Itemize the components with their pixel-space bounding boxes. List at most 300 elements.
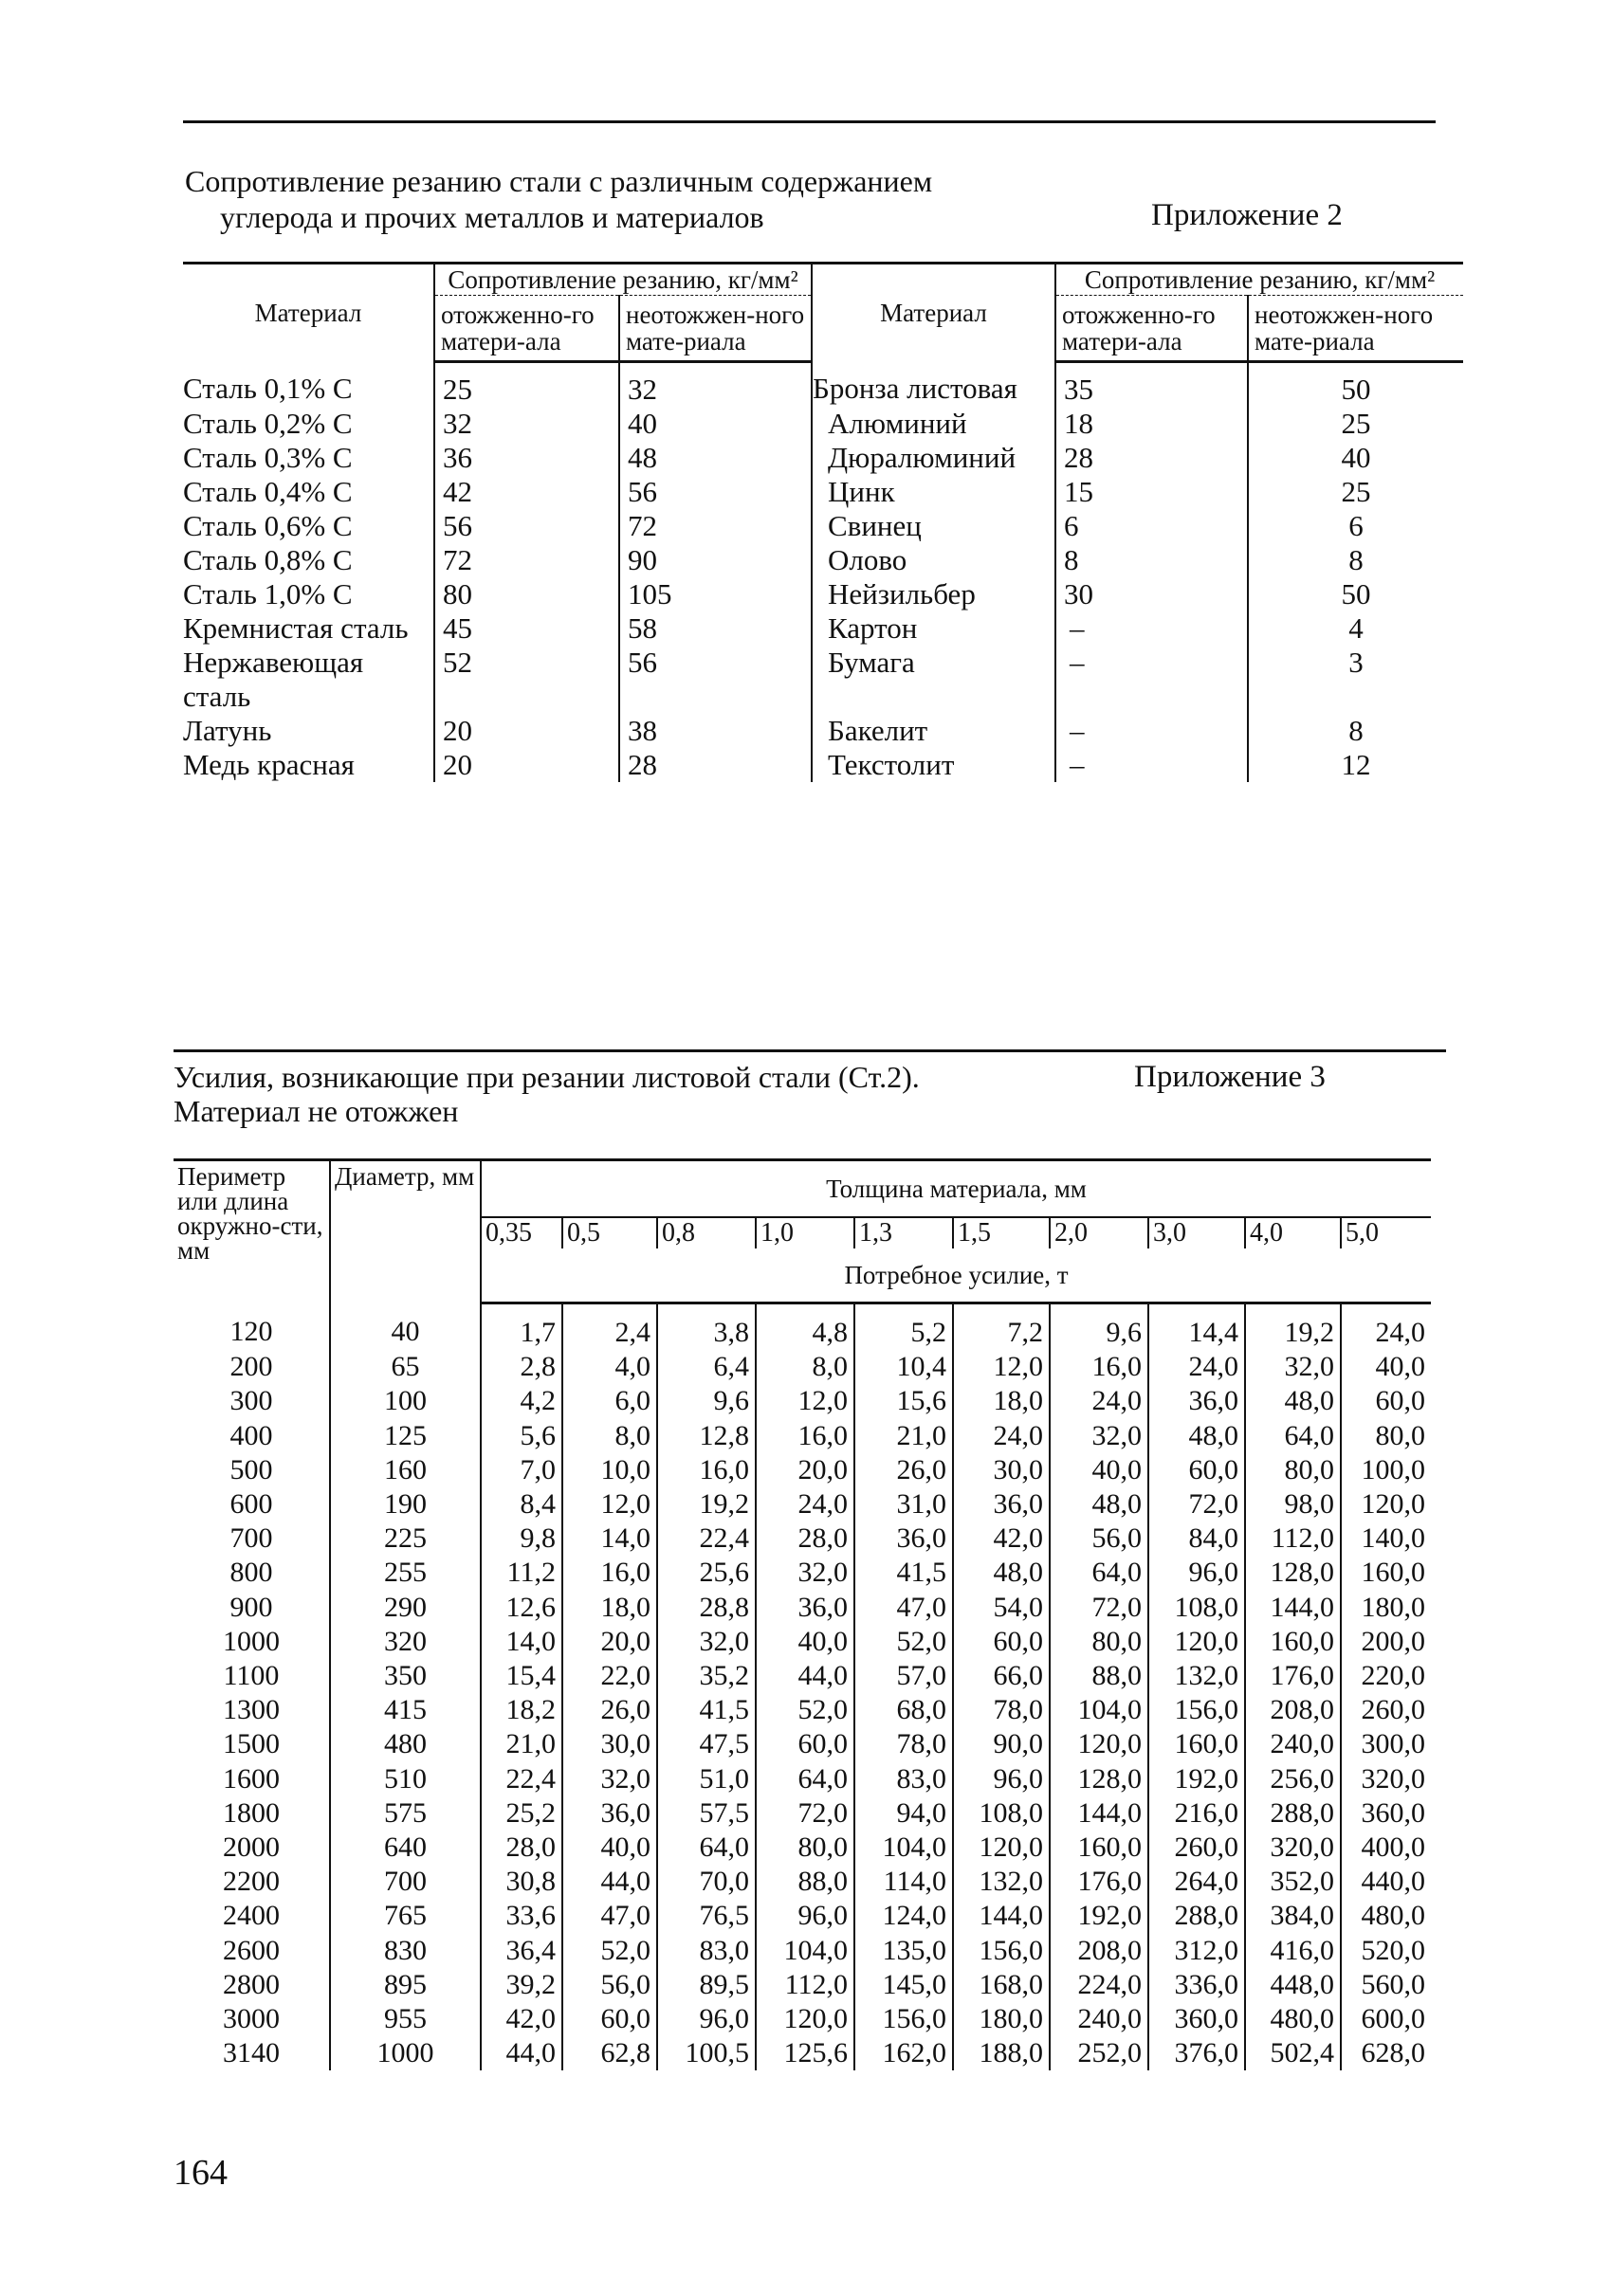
material-cell: Сталь 0,3% С xyxy=(183,441,353,474)
force-value-cell: 168,0 xyxy=(953,1968,1050,2002)
material-cell: Сталь 0,1% С xyxy=(183,371,353,405)
force-value-cell: 112,0 xyxy=(1245,1522,1341,1556)
not-annealed-value-cell: 6 xyxy=(1248,509,1463,543)
appendix3-caption-line2: Материал не отожжен xyxy=(174,1094,459,1128)
not-annealed-value-cell: 90 xyxy=(619,543,812,577)
table-row xyxy=(174,1303,1431,1351)
force-value-cell: 216,0 xyxy=(1148,1796,1245,1831)
force-value-cell: 80,0 xyxy=(1050,1625,1148,1659)
force-value-cell: 128,0 xyxy=(1245,1556,1341,1590)
table-row xyxy=(174,1487,1431,1522)
force-value-cell: 16,0 xyxy=(756,1419,854,1453)
force-value-cell: 10,4 xyxy=(854,1350,953,1384)
table-row xyxy=(183,441,1463,475)
force-value-cell: 96,0 xyxy=(756,1899,854,1933)
header-annealed-left: отожженно-го матери-ала xyxy=(434,296,619,362)
not-annealed-value-cell: 8 xyxy=(1248,714,1463,748)
diameter-cell: 350 xyxy=(330,1659,481,1693)
force-value-cell: 288,0 xyxy=(1245,1796,1341,1831)
force-value-cell: 8,0 xyxy=(756,1350,854,1384)
table-row xyxy=(174,2036,1431,2070)
diameter-cell: 65 xyxy=(330,1350,481,1384)
force-value-cell: 66,0 xyxy=(953,1659,1050,1693)
material-cell: Алюминий xyxy=(812,407,1055,441)
force-value-cell: 47,0 xyxy=(562,1899,657,1933)
perimeter-cell: 600 xyxy=(229,1488,273,1521)
force-value-cell: 80,0 xyxy=(756,1831,854,1865)
not-annealed-value-cell: 56 xyxy=(619,475,812,509)
header-annealed-right: отожженно-го матери-ала xyxy=(1055,296,1248,362)
force-value-cell: 124,0 xyxy=(854,1899,953,1933)
material-cell: Бумага xyxy=(812,646,1055,714)
force-value-cell: 72,0 xyxy=(1148,1487,1245,1522)
force-value-cell: 30,0 xyxy=(953,1453,1050,1487)
perimeter-cell: 2800 xyxy=(223,1968,280,2000)
force-value-cell: 64,0 xyxy=(657,1831,756,1865)
table-row xyxy=(183,714,1463,748)
annealed-value-cell: 35 xyxy=(1055,362,1248,408)
force-value-cell: 12,6 xyxy=(481,1591,562,1625)
perimeter-cell: 200 xyxy=(229,1351,273,1383)
force-value-cell: 264,0 xyxy=(1148,1865,1245,1899)
force-value-cell: 352,0 xyxy=(1245,1865,1341,1899)
table-row xyxy=(183,475,1463,509)
force-value-cell: 32,0 xyxy=(756,1556,854,1590)
material-cell: Сталь 0,6% С xyxy=(183,509,353,542)
force-value-cell: 384,0 xyxy=(1245,1899,1341,1933)
force-value-cell: 100,5 xyxy=(657,2036,756,2070)
force-value-cell: 160,0 xyxy=(1341,1556,1431,1590)
annealed-value-cell: 25 xyxy=(434,362,619,408)
force-value-cell: 48,0 xyxy=(1245,1384,1341,1418)
perimeter-cell: 1800 xyxy=(223,1796,280,1829)
annealed-value-cell: 36 xyxy=(434,441,619,475)
force-value-cell: 52,0 xyxy=(756,1693,854,1727)
force-value-cell: 144,0 xyxy=(1050,1796,1148,1831)
diameter-cell: 480 xyxy=(330,1727,481,1761)
force-value-cell: 52,0 xyxy=(854,1625,953,1659)
table-row xyxy=(183,543,1463,577)
force-value-cell: 4,8 xyxy=(756,1303,854,1351)
not-annealed-value-cell: 72 xyxy=(619,509,812,543)
force-value-cell: 42,0 xyxy=(481,2002,562,2036)
force-value-cell: 120,0 xyxy=(1341,1487,1431,1522)
material-cell: Сталь 0,2% С xyxy=(183,407,353,440)
diameter-cell: 640 xyxy=(330,1831,481,1865)
force-value-cell: 57,5 xyxy=(657,1796,756,1831)
force-value-cell: 40,0 xyxy=(562,1831,657,1865)
force-value-cell: 26,0 xyxy=(562,1693,657,1727)
force-value-cell: 176,0 xyxy=(1245,1659,1341,1693)
force-value-cell: 14,0 xyxy=(481,1625,562,1659)
force-value-cell: 120,0 xyxy=(1148,1625,1245,1659)
force-value-cell: 132,0 xyxy=(953,1865,1050,1899)
appendix2-caption xyxy=(185,163,932,235)
diameter-cell: 320 xyxy=(330,1625,481,1659)
force-value-cell: 96,0 xyxy=(1148,1556,1245,1590)
force-value-cell: 78,0 xyxy=(854,1727,953,1761)
force-value-cell: 47,0 xyxy=(854,1591,953,1625)
not-annealed-value-cell: 32 xyxy=(619,362,812,408)
force-value-cell: 120,0 xyxy=(953,1831,1050,1865)
table-row xyxy=(183,748,1463,782)
force-value-cell: 48,0 xyxy=(1148,1419,1245,1453)
force-value-cell: 35,2 xyxy=(657,1659,756,1693)
force-value-cell: 15,6 xyxy=(854,1384,953,1418)
force-value-cell: 51,0 xyxy=(657,1762,756,1796)
cutting-resistance-table xyxy=(183,262,1463,782)
force-value-cell: 120,0 xyxy=(1050,1727,1148,1761)
force-value-cell: 6,4 xyxy=(657,1350,756,1384)
thickness-header-cell: 1,0 xyxy=(756,1217,854,1248)
force-value-cell: 360,0 xyxy=(1341,1796,1431,1831)
force-value-cell: 502,4 xyxy=(1245,2036,1341,2070)
perimeter-cell: 2600 xyxy=(223,1934,280,1966)
diameter-cell: 765 xyxy=(330,1899,481,1933)
perimeter-cell: 1100 xyxy=(223,1660,280,1692)
material-cell: Цинк xyxy=(812,475,1055,509)
header-material-right: Материал xyxy=(812,264,1055,362)
appendix2-caption-line1: Сопротивление резанию стали с различным содержанием xyxy=(185,164,933,198)
force-value-cell: 416,0 xyxy=(1245,1934,1341,1968)
material-cell: Нержавеющая сталь xyxy=(183,646,364,713)
force-value-cell: 83,0 xyxy=(854,1762,953,1796)
appendix3-label: Приложение 3 xyxy=(1134,1060,1326,1094)
force-value-cell: 28,8 xyxy=(657,1591,756,1625)
force-value-cell: 336,0 xyxy=(1148,1968,1245,2002)
table-row xyxy=(174,1350,1431,1384)
force-value-cell: 89,5 xyxy=(657,1968,756,2002)
force-value-cell: 36,4 xyxy=(481,1934,562,1968)
force-value-cell: 64,0 xyxy=(756,1762,854,1796)
force-value-cell: 192,0 xyxy=(1050,1899,1148,1933)
force-value-cell: 36,0 xyxy=(953,1487,1050,1522)
table-row xyxy=(183,407,1463,441)
diameter-cell: 1000 xyxy=(330,2036,481,2070)
force-value-cell: 224,0 xyxy=(1050,1968,1148,2002)
force-value-cell: 360,0 xyxy=(1148,2002,1245,2036)
force-value-cell: 2,8 xyxy=(481,1350,562,1384)
force-value-cell: 36,0 xyxy=(562,1796,657,1831)
force-value-cell: 12,8 xyxy=(657,1419,756,1453)
diameter-cell: 700 xyxy=(330,1865,481,1899)
annealed-value-cell: 32 xyxy=(434,407,619,441)
force-value-cell: 20,0 xyxy=(562,1625,657,1659)
diameter-cell: 415 xyxy=(330,1693,481,1727)
thickness-header-cell: 1,5 xyxy=(953,1217,1050,1248)
force-value-cell: 57,0 xyxy=(854,1659,953,1693)
cutting-resistance-rows xyxy=(183,362,1463,783)
force-value-cell: 33,6 xyxy=(481,1899,562,1933)
perimeter-cell: 1300 xyxy=(223,1694,280,1726)
force-value-cell: 128,0 xyxy=(1050,1762,1148,1796)
force-value-cell: 72,0 xyxy=(756,1796,854,1831)
perimeter-cell: 120 xyxy=(229,1316,273,1348)
force-value-cell: 104,0 xyxy=(756,1934,854,1968)
not-annealed-value-cell: 25 xyxy=(1248,407,1463,441)
force-value-cell: 144,0 xyxy=(953,1899,1050,1933)
force-value-cell: 60,0 xyxy=(562,2002,657,2036)
force-value-cell: 64,0 xyxy=(1245,1419,1341,1453)
force-value-cell: 60,0 xyxy=(1148,1453,1245,1487)
table-row xyxy=(174,1934,1431,1968)
force-value-cell: 162,0 xyxy=(854,2036,953,2070)
force-value-cell: 192,0 xyxy=(1148,1762,1245,1796)
annealed-value-cell: – xyxy=(1055,714,1248,748)
force-value-cell: 320,0 xyxy=(1341,1762,1431,1796)
appendix2-label: Приложение 2 xyxy=(1151,198,1343,232)
force-value-cell: 176,0 xyxy=(1050,1865,1148,1899)
diameter-cell: 40 xyxy=(330,1303,481,1351)
force-value-cell: 112,0 xyxy=(756,1968,854,2002)
diameter-cell: 510 xyxy=(330,1762,481,1796)
perimeter-cell: 2000 xyxy=(223,1831,280,1864)
appendix3-caption-line1: Усилия, возникающие при резании листовой стали (Ст.2). xyxy=(174,1060,920,1094)
annealed-value-cell: – xyxy=(1055,611,1248,646)
annealed-value-cell: 80 xyxy=(434,577,619,611)
material-cell: Картон xyxy=(812,611,1055,646)
force-value-cell: 10,0 xyxy=(562,1453,657,1487)
force-value-cell: 22,0 xyxy=(562,1659,657,1693)
material-cell: Сталь 0,4% С xyxy=(183,475,353,508)
header-resistance-right: Сопротивление резанию, кг/мм² xyxy=(1055,264,1463,296)
annealed-value-cell: 8 xyxy=(1055,543,1248,577)
force-value-cell: 104,0 xyxy=(1050,1693,1148,1727)
cutting-force-rows xyxy=(174,1303,1431,2071)
material-cell: Бронза листовая xyxy=(812,362,1055,408)
not-annealed-value-cell: 50 xyxy=(1248,362,1463,408)
table-row xyxy=(174,1522,1431,1556)
force-value-cell: 400,0 xyxy=(1341,1831,1431,1865)
force-value-cell: 19,2 xyxy=(657,1487,756,1522)
force-value-cell: 9,6 xyxy=(657,1384,756,1418)
material-cell: Бакелит xyxy=(812,714,1055,748)
force-value-cell: 88,0 xyxy=(1050,1659,1148,1693)
force-value-cell: 80,0 xyxy=(1341,1419,1431,1453)
force-value-cell: 448,0 xyxy=(1245,1968,1341,2002)
table-row xyxy=(174,1727,1431,1761)
perimeter-cell: 3000 xyxy=(223,2003,280,2035)
annealed-value-cell: – xyxy=(1055,748,1248,782)
force-value-cell: 72,0 xyxy=(1050,1591,1148,1625)
force-value-cell: 125,6 xyxy=(756,2036,854,2070)
perimeter-cell: 700 xyxy=(229,1522,273,1555)
annealed-value-cell: 18 xyxy=(1055,407,1248,441)
not-annealed-value-cell: 25 xyxy=(1248,475,1463,509)
material-cell: Дюралюминий xyxy=(812,441,1055,475)
table-row xyxy=(174,1453,1431,1487)
force-value-cell: 160,0 xyxy=(1245,1625,1341,1659)
force-value-cell: 26,0 xyxy=(854,1453,953,1487)
table-row xyxy=(174,1556,1431,1590)
force-value-cell: 156,0 xyxy=(953,1934,1050,1968)
not-annealed-value-cell: 58 xyxy=(619,611,812,646)
material-cell: Сталь 1,0% С xyxy=(183,577,353,610)
force-value-cell: 140,0 xyxy=(1341,1522,1431,1556)
force-value-cell: 30,0 xyxy=(562,1727,657,1761)
force-value-cell: 36,0 xyxy=(854,1522,953,1556)
table-row xyxy=(183,611,1463,646)
force-value-cell: 44,0 xyxy=(562,1865,657,1899)
not-annealed-value-cell: 105 xyxy=(619,577,812,611)
force-value-cell: 135,0 xyxy=(854,1934,953,1968)
force-value-cell: 132,0 xyxy=(1148,1659,1245,1693)
force-value-cell: 8,4 xyxy=(481,1487,562,1522)
force-value-cell: 90,0 xyxy=(953,1727,1050,1761)
not-annealed-value-cell: 40 xyxy=(619,407,812,441)
force-value-cell: 52,0 xyxy=(562,1934,657,1968)
force-value-cell: 96,0 xyxy=(953,1762,1050,1796)
force-value-cell: 83,0 xyxy=(657,1934,756,1968)
force-value-cell: 41,5 xyxy=(854,1556,953,1590)
header-diameter: Диаметр, мм xyxy=(330,1160,481,1303)
header-not-annealed-left: неотожжен-ного мате-риала xyxy=(619,296,812,362)
thickness-header-cell: 5,0 xyxy=(1341,1217,1431,1248)
force-value-cell: 32,0 xyxy=(1050,1419,1148,1453)
material-cell: Сталь 0,8% С xyxy=(183,543,353,576)
force-value-cell: 300,0 xyxy=(1341,1727,1431,1761)
force-value-cell: 24,0 xyxy=(1341,1303,1431,1351)
force-value-cell: 2,4 xyxy=(562,1303,657,1351)
not-annealed-value-cell: 4 xyxy=(1248,611,1463,646)
not-annealed-value-cell: 12 xyxy=(1248,748,1463,782)
table-row xyxy=(174,1968,1431,2002)
force-value-cell: 32,0 xyxy=(562,1762,657,1796)
force-value-cell: 18,0 xyxy=(562,1591,657,1625)
force-value-cell: 1,7 xyxy=(481,1303,562,1351)
force-value-cell: 98,0 xyxy=(1245,1487,1341,1522)
force-value-cell: 22,4 xyxy=(481,1762,562,1796)
perimeter-cell: 800 xyxy=(229,1557,273,1589)
table-row xyxy=(183,362,1463,408)
force-value-cell: 76,5 xyxy=(657,1899,756,1933)
not-annealed-value-cell: 3 xyxy=(1248,646,1463,714)
not-annealed-value-cell: 28 xyxy=(619,748,812,782)
perimeter-cell: 1500 xyxy=(223,1728,280,1760)
force-value-cell: 240,0 xyxy=(1245,1727,1341,1761)
header-force: Потребное усилие, т xyxy=(481,1248,1431,1303)
annealed-value-cell: 28 xyxy=(1055,441,1248,475)
force-value-cell: 108,0 xyxy=(953,1796,1050,1831)
diameter-cell: 575 xyxy=(330,1796,481,1831)
table-row xyxy=(174,1831,1431,1865)
diameter-cell: 100 xyxy=(330,1384,481,1418)
force-value-cell: 60,0 xyxy=(1341,1384,1431,1418)
perimeter-cell: 300 xyxy=(229,1385,273,1417)
not-annealed-value-cell: 50 xyxy=(1248,577,1463,611)
force-value-cell: 160,0 xyxy=(1148,1727,1245,1761)
material-cell: Нейзильбер xyxy=(812,577,1055,611)
material-cell: Латунь xyxy=(183,714,272,747)
force-value-cell: 16,0 xyxy=(657,1453,756,1487)
force-value-cell: 14,4 xyxy=(1148,1303,1245,1351)
force-value-cell: 64,0 xyxy=(1050,1556,1148,1590)
header-perimeter: Периметр или длина окружно-сти, мм xyxy=(174,1160,330,1303)
force-value-cell: 8,0 xyxy=(562,1419,657,1453)
force-value-cell: 42,0 xyxy=(953,1522,1050,1556)
diameter-cell: 125 xyxy=(330,1419,481,1453)
force-value-cell: 25,6 xyxy=(657,1556,756,1590)
force-value-cell: 220,0 xyxy=(1341,1659,1431,1693)
force-value-cell: 240,0 xyxy=(1050,2002,1148,2036)
force-value-cell: 376,0 xyxy=(1148,2036,1245,2070)
force-value-cell: 24,0 xyxy=(953,1419,1050,1453)
table-row xyxy=(174,1796,1431,1831)
force-value-cell: 9,6 xyxy=(1050,1303,1148,1351)
force-value-cell: 7,0 xyxy=(481,1453,562,1487)
not-annealed-value-cell: 40 xyxy=(1248,441,1463,475)
not-annealed-value-cell: 38 xyxy=(619,714,812,748)
thickness-header-cell: 1,3 xyxy=(854,1217,953,1248)
thickness-header-cell: 2,0 xyxy=(1050,1217,1148,1248)
force-value-cell: 260,0 xyxy=(1341,1693,1431,1727)
force-value-cell: 94,0 xyxy=(854,1796,953,1831)
table-row xyxy=(174,1625,1431,1659)
force-value-cell: 24,0 xyxy=(1050,1384,1148,1418)
force-value-cell: 100,0 xyxy=(1341,1453,1431,1487)
table-row xyxy=(174,1419,1431,1453)
header-resistance-left: Сопротивление резанию, кг/мм² xyxy=(434,264,812,296)
diameter-cell: 955 xyxy=(330,2002,481,2036)
annealed-value-cell: 20 xyxy=(434,714,619,748)
force-value-cell: 25,2 xyxy=(481,1796,562,1831)
force-value-cell: 320,0 xyxy=(1245,1831,1341,1865)
header-material-left: Материал xyxy=(183,264,434,362)
table-row xyxy=(174,1384,1431,1418)
table-row xyxy=(174,1659,1431,1693)
annealed-value-cell: 72 xyxy=(434,543,619,577)
perimeter-cell: 1600 xyxy=(223,1762,280,1795)
force-value-cell: 32,0 xyxy=(657,1625,756,1659)
force-value-cell: 180,0 xyxy=(953,2002,1050,2036)
force-value-cell: 31,0 xyxy=(854,1487,953,1522)
material-cell: Олово xyxy=(812,543,1055,577)
force-value-cell: 84,0 xyxy=(1148,1522,1245,1556)
not-annealed-value-cell: 48 xyxy=(619,441,812,475)
force-value-cell: 188,0 xyxy=(953,2036,1050,2070)
force-value-cell: 4,2 xyxy=(481,1384,562,1418)
force-value-cell: 28,0 xyxy=(481,1831,562,1865)
force-value-cell: 5,2 xyxy=(854,1303,953,1351)
force-value-cell: 12,0 xyxy=(953,1350,1050,1384)
table-row xyxy=(174,1762,1431,1796)
table-row xyxy=(174,1899,1431,1933)
force-value-cell: 5,6 xyxy=(481,1419,562,1453)
thickness-header-cell: 4,0 xyxy=(1245,1217,1341,1248)
force-value-cell: 80,0 xyxy=(1245,1453,1341,1487)
force-value-cell: 200,0 xyxy=(1341,1625,1431,1659)
force-value-cell: 560,0 xyxy=(1341,1968,1431,2002)
diameter-cell: 290 xyxy=(330,1591,481,1625)
thickness-header-cell: 3,0 xyxy=(1148,1217,1245,1248)
annealed-value-cell: 45 xyxy=(434,611,619,646)
force-value-cell: 18,2 xyxy=(481,1693,562,1727)
annealed-value-cell: 56 xyxy=(434,509,619,543)
force-value-cell: 30,8 xyxy=(481,1865,562,1899)
diameter-cell: 225 xyxy=(330,1522,481,1556)
force-value-cell: 41,5 xyxy=(657,1693,756,1727)
material-cell: Свинец xyxy=(812,509,1055,543)
force-value-cell: 145,0 xyxy=(854,1968,953,2002)
force-value-cell: 68,0 xyxy=(854,1693,953,1727)
table-row xyxy=(174,1693,1431,1727)
force-value-cell: 70,0 xyxy=(657,1865,756,1899)
force-value-cell: 628,0 xyxy=(1341,2036,1431,2070)
perimeter-cell: 2400 xyxy=(223,1900,280,1932)
force-value-cell: 440,0 xyxy=(1341,1865,1431,1899)
force-value-cell: 20,0 xyxy=(756,1453,854,1487)
force-value-cell: 48,0 xyxy=(1050,1487,1148,1522)
